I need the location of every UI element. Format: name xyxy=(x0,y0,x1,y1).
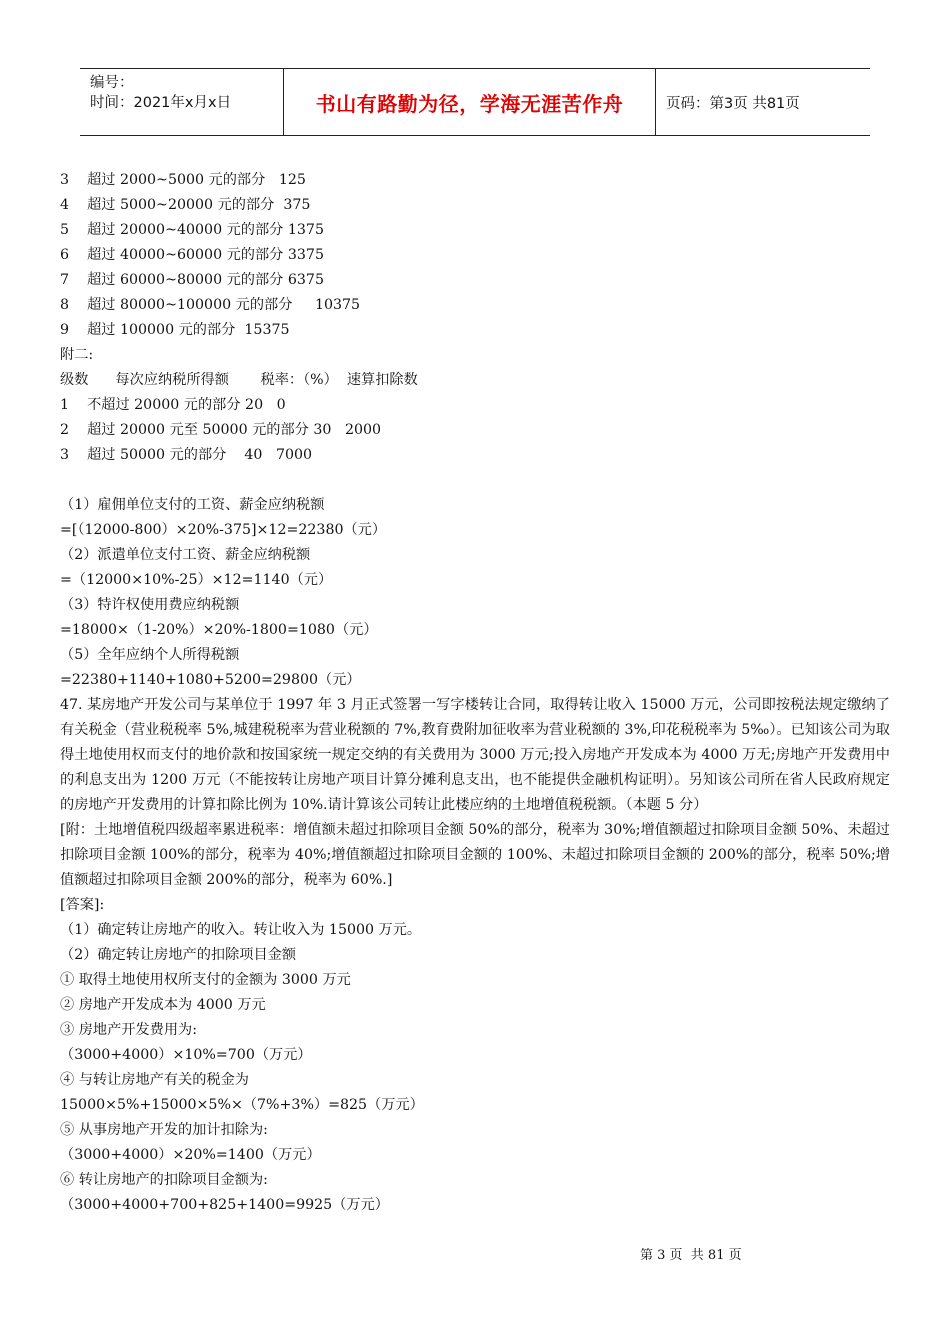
table1-row: 6 超过 40000~60000 元的部分 3375 xyxy=(60,247,324,263)
answer-line: （3000+4000）×20%=1400（万元） xyxy=(60,1147,321,1163)
header-motto-cell xyxy=(283,69,656,135)
answer-line: [答案]: xyxy=(60,897,105,913)
header-page-info xyxy=(656,69,870,135)
question-47: 47. 某房地产开发公司与某单位于 1997 年 3 月正式签署一写字楼转让合同，取得转让收入 15000 万元，公司即按税法规定缴纳了有关税金（营业税税率 5%,城建税税率为营业税额的 7%,教育费附加征收率为营业税额的 3%,印花税税率为 5‰）。已知该公司为取得土地使用权而支付的地价款和按国家统一规定交纳的有关费用为 3000 万元;投入房地产开发成本为 4000 万无;房地产开发费用中的利息支出为 1200 万元（不能按转让房地产项目计算分摊利息支出，也不能提供金融机构证明）。另知该公司所在省人民政府规定的房地产开发费用的计算扣除比例为 10%.请计算该公司转让此楼应纳的土地增值税税额。（本题 5 分） xyxy=(60,697,890,813)
answer-line: （2）确定转让房地产的扣除项目金额 xyxy=(60,947,297,963)
header-motto: 书山有路勤为径，学海无涯苦作舟 xyxy=(315,91,624,116)
table2-row: 2 超过 20000 元至 50000 元的部分 30 2000 xyxy=(60,422,382,438)
answer-line: ② 房地产开发成本为 4000 万元 xyxy=(60,997,266,1013)
table1-row: 9 超过 100000 元的部分 15375 xyxy=(60,322,290,338)
answer-line: （3000+4000+700+825+1400=9925（万元） xyxy=(60,1197,389,1213)
answer-line: ④ 与转让房地产有关的税金为 xyxy=(60,1072,249,1088)
question-47-note: [附：土地增值税四级超率累进税率：增值额未超过扣除项目金额 50%的部分，税率为 30%;增值额超过扣除项目金额 50%、未超过扣除项目金额 100%的部分，税率为 40%;增值额超过扣除项目金额的 100%、未超过扣除项目金额的 200%的部分，税率 50%;增值额超过扣除项目金额 200%的部分，税率为 60%.] xyxy=(60,822,890,888)
table1-row: 4 超过 5000~20000 元的部分 375 xyxy=(60,197,311,213)
calc-line: =（12000×10%-25）×12=1140（元） xyxy=(60,572,333,588)
answer-line: （3000+4000）×10%=700（万元） xyxy=(60,1047,312,1063)
table1-row: 5 超过 20000~40000 元的部分 1375 xyxy=(60,222,324,238)
table1-row: 8 超过 80000~100000 元的部分 10375 xyxy=(60,297,361,313)
calculation-block xyxy=(60,493,890,693)
table1-row: 3 超过 2000~5000 元的部分 125 xyxy=(60,172,306,188)
calc-line: （3）特许权使用费应纳税额 xyxy=(60,597,240,613)
answer-line: ③ 房地产开发费用为: xyxy=(60,1022,197,1038)
answer-block xyxy=(60,893,890,1218)
table2-row: 3 超过 50000 元的部分 40 7000 xyxy=(60,447,313,463)
header-page-info-text: 页码：第3页 共81页 xyxy=(666,95,800,112)
answer-line: ① 取得土地使用权所支付的金额为 3000 万元 xyxy=(60,972,351,988)
answer-line: ⑤ 从事房地产开发的加计扣除为: xyxy=(60,1122,268,1138)
header-date: 时间：2021年x月x日 xyxy=(90,95,232,111)
tax-table-2 xyxy=(60,393,890,468)
calc-line: （1）雇佣单位支付的工资、薪金应纳税额 xyxy=(60,497,325,513)
page-header xyxy=(80,68,870,136)
table2-row: 1 不超过 20000 元的部分 20 0 xyxy=(60,397,286,413)
header-meta xyxy=(80,69,283,135)
header-number: 编号： xyxy=(90,75,134,91)
spacer xyxy=(60,468,890,493)
answer-line: ⑥ 转让房地产的扣除项目金额为: xyxy=(60,1172,268,1188)
calc-line: （2）派遣单位支付工资、薪金应纳税额 xyxy=(60,547,311,563)
page-footer: 第 3 页 共 81 页 xyxy=(640,1248,742,1263)
calc-line: =22380+1140+1080+5200=29800（元） xyxy=(60,672,361,688)
calc-line: =[（12000-800）×20%-375]×12=22380（元） xyxy=(60,522,387,538)
tax-table-1 xyxy=(60,168,890,343)
answer-line: （1）确定转让房地产的收入。转让收入为 15000 万元。 xyxy=(60,922,422,938)
table1-row: 7 超过 60000~80000 元的部分 6375 xyxy=(60,272,324,288)
table2-header: 级数 每次应纳税所得额 税率：（%） 速算扣除数 xyxy=(60,372,418,388)
calc-line: （5）全年应纳个人所得税额 xyxy=(60,647,240,663)
appendix2-title: 附二: xyxy=(60,347,94,363)
document-body xyxy=(60,168,890,1218)
calc-line: =18000×（1-20%）×20%-1800=1080（元） xyxy=(60,622,378,638)
answer-line: 15000×5%+15000×5%×（7%+3%）=825（万元） xyxy=(60,1097,424,1113)
